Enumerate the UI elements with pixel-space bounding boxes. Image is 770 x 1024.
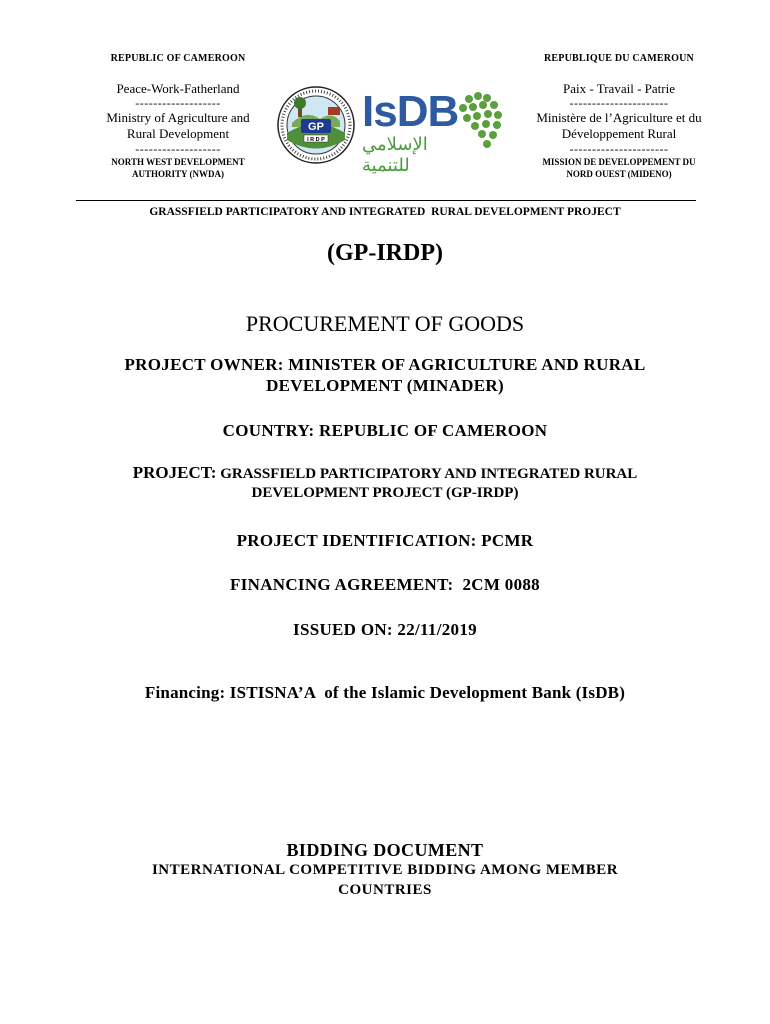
project-name-line2: DEVELOPMENT PROJECT (GP-IRDP) <box>251 485 519 501</box>
svg-text:I R D P: I R D P <box>307 137 325 143</box>
header-divider <box>76 200 696 201</box>
right-authority-line1: MISSION DE DEVELOPPEMENT DU <box>542 157 696 168</box>
project-name-line1: GRASSFIELD PARTICIPATORY AND INTEGRATED RURAL <box>220 466 638 482</box>
right-dashes-1: ---------------------- <box>569 95 669 110</box>
left-ministry-line2: Rural Development <box>126 126 230 141</box>
right-motto: Paix - Travail - Patrie <box>563 80 675 96</box>
left-dashes-2: ------------------- <box>135 142 221 157</box>
left-authority-line1: NORTH WEST DEVELOPMENT <box>111 157 245 168</box>
right-authority-line2: NORD OUEST (MIDENO) <box>566 169 672 180</box>
project-label: PROJECT: <box>132 463 217 482</box>
financing-agreement: FINANCING AGREEMENT: 2CM 0088 <box>230 575 540 594</box>
acronym-title: (GP-IRDP) <box>327 240 443 266</box>
gp-irdp-logo <box>276 85 356 165</box>
project-owner-line1: PROJECT OWNER: MINISTER OF AGRICULTURE AND RURAL <box>124 355 646 374</box>
right-country: REPUBLIQUE DU CAMEROUN <box>544 53 694 64</box>
left-authority-line2: AUTHORITY (NWDA) <box>132 169 224 180</box>
financing-source: Financing: ISTISNA’A of the Islamic Development Bank (IsDB) <box>144 683 626 702</box>
header-right <box>514 53 724 180</box>
project-banner: GRASSFIELD PARTICIPATORY AND INTEGRATED RURAL DEVELOPMENT PROJECT <box>149 206 621 218</box>
right-ministry-line1: Ministère de l’Agriculture et du <box>536 109 702 125</box>
left-dashes-1: ------------------- <box>135 95 221 110</box>
bidding-subtitle-line1: INTERNATIONAL COMPETITIVE BIDDING AMONG MEMBER <box>151 862 619 878</box>
project-line1 <box>0 463 770 483</box>
project-identification: PROJECT IDENTIFICATION: PCMR <box>236 531 534 550</box>
isdb-arabic-wordmark: الإسلامي للتنمية <box>362 134 428 176</box>
bidding-document-title: BIDDING DOCUMENT <box>286 840 484 860</box>
bidding-subtitle-line2: COUNTRIES <box>338 882 432 898</box>
isdb-logo <box>362 87 508 176</box>
left-ministry-line1: Ministry of Agriculture and <box>106 109 250 125</box>
svg-text:GP: GP <box>308 121 324 133</box>
right-ministry-line2: Développement Rural <box>561 126 677 141</box>
left-motto: Peace-Work-Fatherland <box>116 80 240 96</box>
procurement-title: PROCUREMENT OF GOODS <box>245 311 525 336</box>
isdb-wordmark: IsDB <box>362 87 459 136</box>
country-line: COUNTRY: REPUBLIC OF CAMEROON <box>222 421 548 440</box>
right-dashes-2: ---------------------- <box>569 142 669 157</box>
issued-on: ISSUED ON: 22/11/2019 <box>293 620 477 639</box>
left-country: REPUBLIC OF CAMEROON <box>110 53 246 64</box>
gp-irdp-seal-icon <box>276 85 356 165</box>
isdb-globe-icon <box>454 90 504 154</box>
project-owner-line2: DEVELOPMENT (MINADER) <box>266 376 504 395</box>
header-left <box>86 53 270 180</box>
